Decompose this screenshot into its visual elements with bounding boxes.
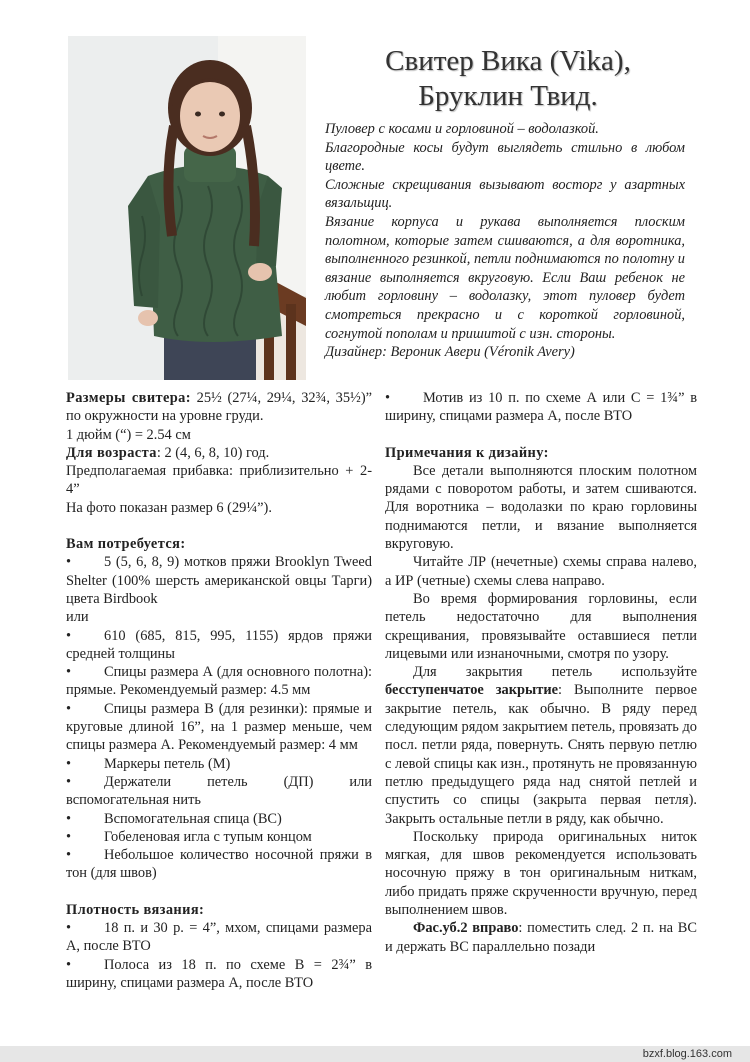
footer-bar — [0, 1046, 750, 1062]
footer-watermark: bzxf.blog.163.com — [642, 1048, 732, 1060]
materials-item: • Спицы размера В (для резинки): прямые и круговые длиной 16”, на 1 размер меньше, чем спицы размера А. Рекомендуемый размер: 4 мм — [66, 700, 372, 754]
age-paragraph — [66, 444, 372, 462]
title-line-2: Бруклин Твид. — [418, 80, 598, 112]
title-line-1: Свитер Вика (Vika), — [385, 45, 631, 77]
materials-item: или — [66, 609, 89, 626]
gauge-item: • 18 п. и 30 р. = 4”, мхом, спицами размера А, после ВТО — [66, 920, 372, 955]
materials-item: • Вспомогательная спица (ВС) — [66, 810, 282, 827]
ease-text: Предполагаемая прибавка: приблизительно + 2-4” — [66, 463, 372, 498]
materials-item: • 5 (5, 6, 8, 9) мотков пряжи Brooklyn Tweed Shelter (100% шерсть американской овцы Тарги) цвета Birdbook — [66, 554, 372, 607]
pattern-title — [328, 44, 688, 114]
materials-item: • Небольшое количество носочной пряжи в тон (для швов) — [66, 847, 372, 882]
notes-paragraph: Фас.уб.2 вправо: поместить след. 2 п. на ВС и держать ВС параллельно позади — [385, 920, 697, 955]
right-column — [385, 389, 697, 956]
intro-designer: Дизайнер: Вероник Авери (Véronik Avery) — [325, 344, 575, 361]
gauge-item: • Полоса из 18 п. по схеме В = 2¾” в ширину, спицами размера А, после ВТО — [66, 956, 372, 991]
bind-off-term: бесступенчатое закрытие — [385, 682, 559, 699]
notes-paragraph: Для закрытия петель используйте бесступенчатое закрытие: Выполните первое закрытие петель, как обычно. В ряду перед следующим рядом закрытием петель, провязать до посл. петли ряда, повернуть. Снять первую петлю с левой спицы как изн., протянуть не провязанную петлю предыдущего ряда над снятой петлей и спустить со спицы (закрыта первая петля). Закрыть остальные петли в ряду, как обычно. — [385, 664, 697, 827]
materials-item: • Держатели петель (ДП) или вспомогательная нить — [66, 773, 372, 809]
intro-line: Вязание корпуса и рукава выполняется плоским полотном, которые затем сшиваются, а для воротника, выполненного резинкой, петли поднимаются по полотну и вязание выполняется вкруговую. Если Ваш ребенок не любит горловину – водолазку, этот пуловер будет смотреться прекрасно и с короткой горловиной, согнутой пополам и пришитой с изн. стороны. — [325, 213, 685, 342]
age-heading: Для возраста — [66, 444, 157, 461]
photo-girl-in-sweater — [68, 36, 306, 380]
sizes-paragraph — [66, 389, 372, 426]
gauge-heading: Плотность вязания: — [66, 901, 205, 918]
intro-line: Пуловер с косами и горловиной – водолазкой. — [325, 121, 599, 137]
intro-line: Сложные скрещивания вызывают восторг у азартных вязальщиц. — [325, 176, 685, 212]
notes-paragraph: Во время формирования горловины, если петель недостаточно для выполнения скрещивания, провязывайте оставшиеся петли лицевыми или изнаночными, смотря по узору. — [385, 590, 697, 662]
age-text: : 2 (4, 6, 8, 10) год. — [156, 444, 270, 461]
notes-heading: Примечания к дизайну: — [385, 444, 549, 461]
materials-item: • Маркеры петель (М) — [66, 755, 231, 772]
materials-item: • 610 (685, 815, 995, 1155) ярдов пряжи средней толщины — [66, 627, 372, 662]
sizes-heading: Размеры свитера: — [66, 390, 191, 406]
left-column — [66, 389, 372, 992]
notes-paragraph: Поскольку природа оригинальных ниток мягкая, для швов рекомендуется использовать носочную пряжу в тон оригинальным ниткам, либо придать пряже скрученности вручную, перед выполнением швов. — [385, 828, 697, 919]
cable-term: Фас.уб.2 вправо — [413, 920, 519, 937]
photo-size-text: На фото показан размер 6 (29¼”). — [66, 499, 272, 516]
sizes-text: 25½ (27¼, 29¼, 32¾, 35½)” по окружности на уровне груди. — [66, 390, 373, 425]
gauge-item: • Мотив из 10 п. по схеме А или С = 1¾” в ширину, спицами размера А, после ВТО — [385, 390, 697, 425]
materials-item: • Спицы размера А (для основного полотна): прямые. Рекомендуемый размер: 4.5 мм — [66, 664, 372, 699]
materials-heading: Вам потребуется: — [66, 536, 186, 553]
inch-conversion: 1 дюйм (“) = 2.54 см — [66, 426, 191, 443]
notes-paragraph: Все детали выполняются плоским полотном рядами с поворотом работы, и затем сшиваются. Для воротника – водолазки по краю горловины поднимаются петли, и вязание выполняется вкруговую. — [385, 462, 697, 553]
materials-item: • Гобеленовая игла с тупым концом — [66, 828, 312, 845]
intro-line: Благородные косы будут выглядеть стильно в любом цвете. — [325, 139, 685, 175]
intro-description — [325, 120, 685, 362]
notes-paragraph: Читайте ЛР (нечетные) схемы справа налево, а ИР (четные) схемы слева направо. — [385, 554, 697, 589]
